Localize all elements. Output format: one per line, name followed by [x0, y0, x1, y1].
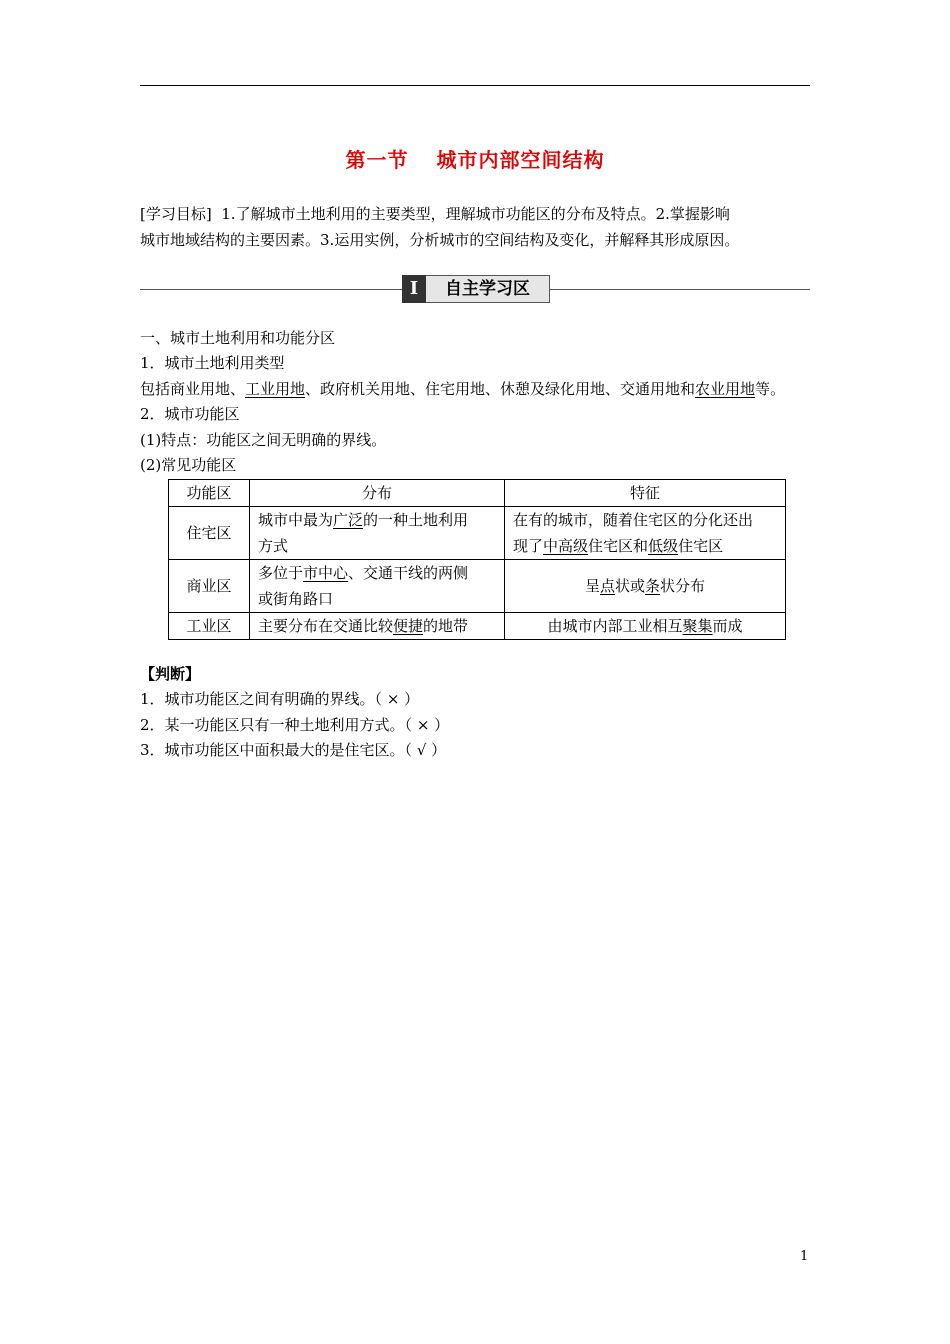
page-title: 第一节 城市内部空间结构 [345, 148, 605, 172]
judge-item: 1．城市功能区之间有明确的界线。（ × ） [140, 690, 420, 708]
table-row: 住宅区 城市中最为广泛的一种土地利用 方式 在有的城市，随着住宅区的分化还出 现了中高级住宅区和低级住宅区 [169, 507, 786, 560]
sub2-common: (2)常见功能区 [140, 456, 237, 474]
judge-heading: 【判断】 [140, 665, 201, 683]
goals-label: [学习目标] [140, 205, 212, 223]
heading-land-use: 一、城市土地利用和功能分区 [140, 329, 336, 347]
judge-item: 2．某一功能区只有一种土地利用方式。（ × ） [140, 716, 450, 734]
sub1-feature: (1)特点：功能区之间无明确的界线。 [140, 431, 387, 449]
table-row: 工业区 主要分布在交通比较便捷的地带 由城市内部工业相互聚集而成 [169, 613, 786, 640]
table-row: 商业区 多位于市中心、交通干线的两侧 或街角路口 呈点状或条状分布 [169, 560, 786, 613]
header-rule [140, 85, 810, 86]
item1-title: 1．城市土地利用类型 [140, 354, 285, 372]
item1-text: 包括商业用地、工业用地、政府机关用地、住宅用地、休憩及绿化用地、交通用地和农业用地等。 [140, 380, 786, 398]
judge-item: 3．城市功能区中面积最大的是住宅区。（ √ ） [140, 741, 447, 759]
section-label: 自主学习区 [426, 275, 550, 303]
page-number: 1 [800, 1249, 809, 1264]
function-zone-table [168, 479, 786, 640]
section-banner [140, 275, 810, 305]
table-header-row: 功能区 分布 特征 [169, 480, 786, 507]
section-number: I [402, 275, 426, 303]
learning-goals: [学习目标] 1.了解城市土地利用的主要类型，理解城市功能区的分布及特点。2.掌握影响 城市地域结构的主要因素。3.运用实例，分析城市的空间结构及变化，并解释其形成原因。 [140, 205, 740, 249]
item2-title: 2．城市功能区 [140, 405, 240, 423]
